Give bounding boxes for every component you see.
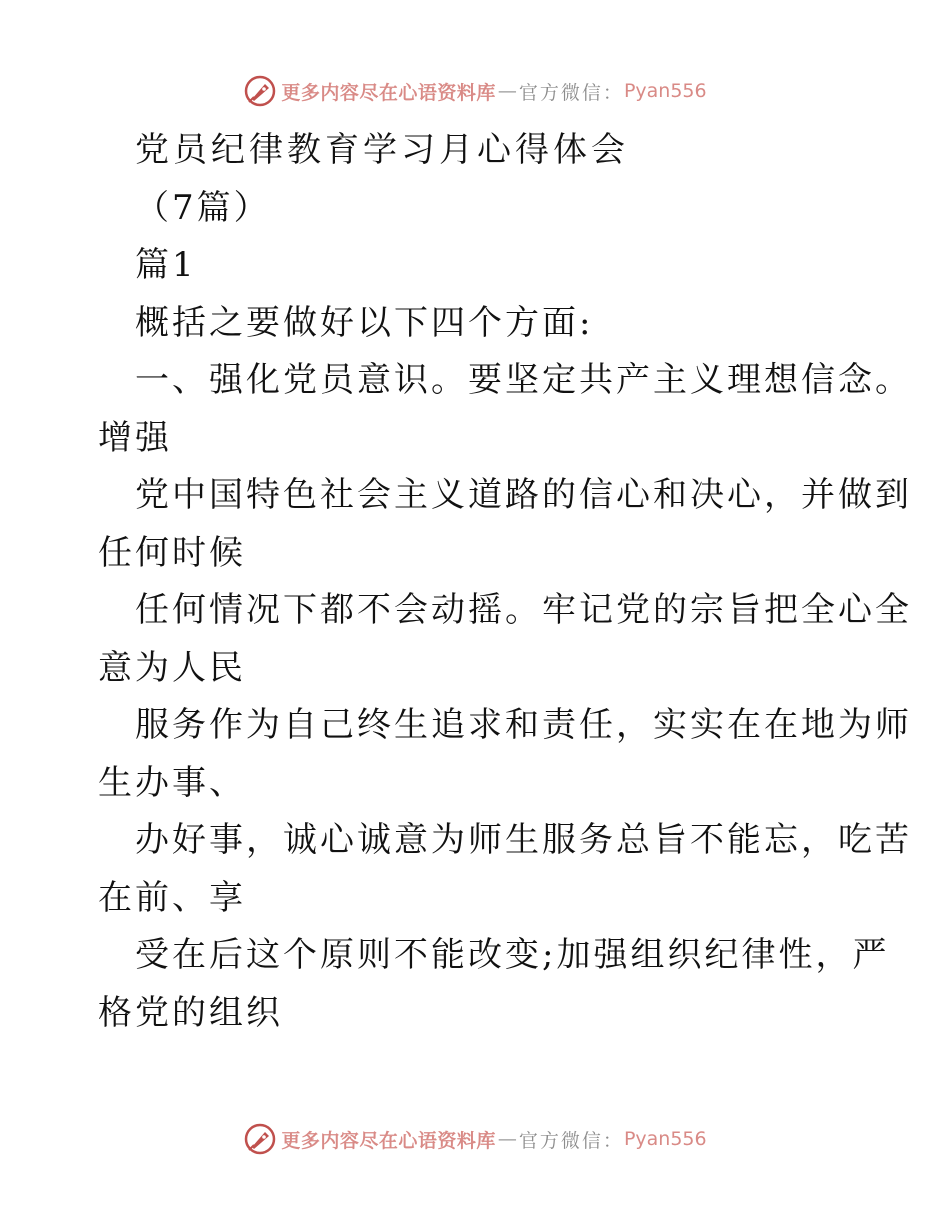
text-line: 任何时候 [98,532,246,573]
banner-account-id: Pyan556 [623,80,707,102]
text-line: 服务作为自己终生追求和责任，实实在在地为师 [135,705,912,745]
banner-brand-text: 更多内容尽在心语资料库 [281,81,496,104]
banner-official-label: 官方微信： [518,81,624,104]
text-line: 一、强化党员意识。要坚定共产主义理想信念。 [135,360,912,400]
banner-separator: — [497,80,517,102]
text-line: 意为人民 [98,647,246,688]
text-line: 生办事、 [98,762,246,803]
paragraph-lines [98,295,912,1043]
text-line: 党中国特色社会主义道路的信心和决心，并做到 [135,475,912,515]
pen-nib-icon [243,74,277,108]
pen-nib-icon [243,1122,277,1156]
text-line: 格党的组织 [98,992,283,1033]
document-title: 党员纪律教育学习月心得体会 [135,130,629,170]
banner-account-id: Pyan556 [623,1128,707,1150]
banner-official-label: 官方微信： [518,1129,624,1152]
banner-brand-text: 更多内容尽在心语资料库 [281,1129,496,1152]
text-line: 在前、享 [98,877,246,918]
text-line: 概括之要做好以下四个方面: [135,302,594,343]
text-line: 任何情况下都不会动摇。牢记党的宗旨把全心全 [135,590,912,630]
footer-banner [0,1119,950,1159]
text-line: 增强 [98,417,172,458]
document-body [98,122,912,1042]
text-line: 受在后这个原则不能改变;加强组织纪律性，严 [135,935,890,975]
document-subtitle: （7篇） [135,187,271,228]
text-line: 办好事，诚心诚意为师生服务总旨不能忘，吃苦 [135,820,912,860]
section-heading: 篇1 [135,245,197,285]
header-banner [0,71,950,111]
banner-separator: — [497,1128,517,1150]
